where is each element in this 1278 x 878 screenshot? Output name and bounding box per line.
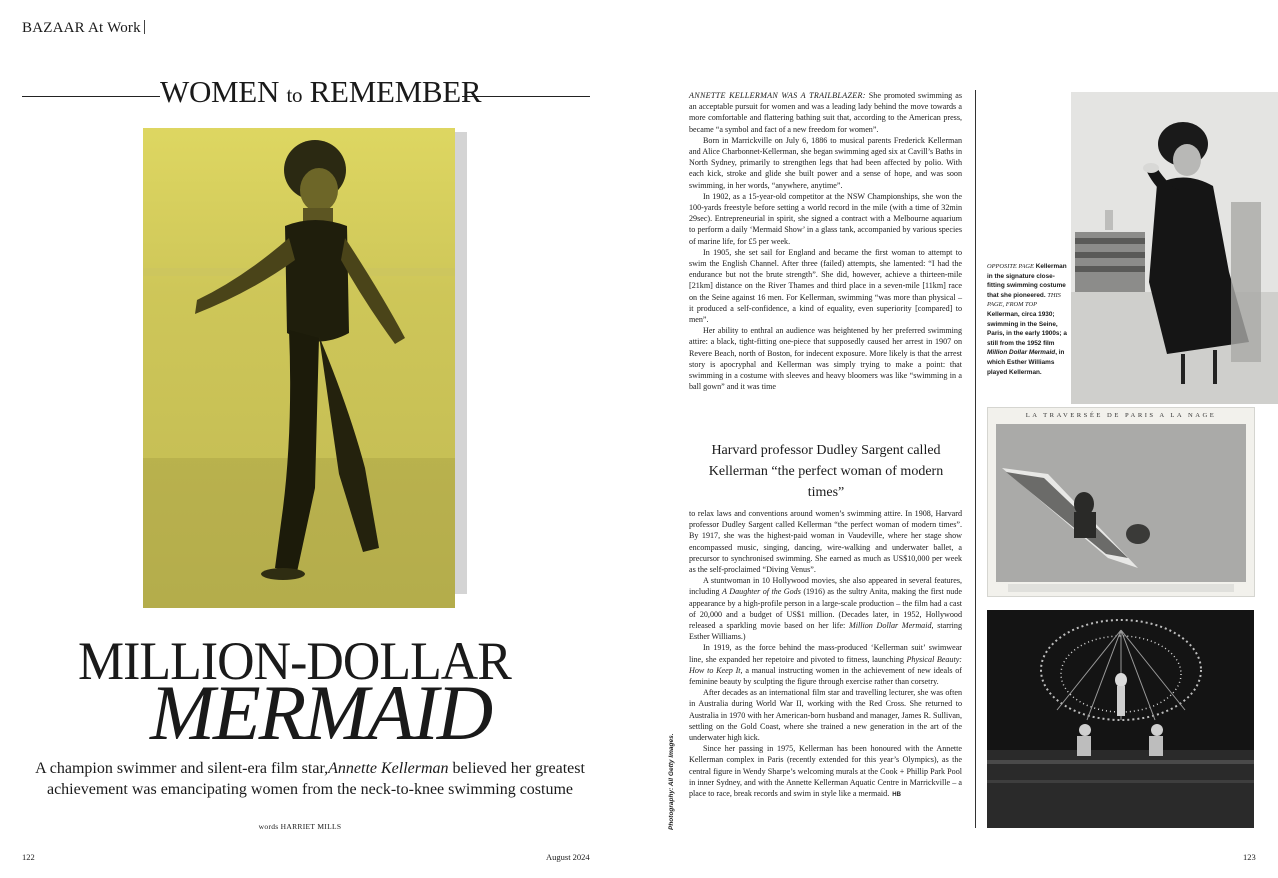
article-column-top: ANNETTE KELLERMAN WAS A TRAILBLAZER: She promoted swimming as an acceptable pursuit for women and was a leading lady behind the move towards a more comfortable and flattering bathing suit that, according to the American press, became “a symbol and fact of a new freedom for women”. Born in Marrickville on July 6, 1886 to musical parents Frederick Kellerman and Alice Charbonnet-Kellerman, she began swimming aged six at Cavill’s Baths in North Sydney, primarily to strengthen legs that had been affected by polio. With each kick, stroke and glide she built power and a sense of hope, and was soon swimming, in her words, “anywhere, anytime”. In 1902, as a 15-year-old competitor at the NSW Championships, she won the 100-yards freestyle before setting a world record in the mile (with a time of 32min 29sec). Entrepreneurial in spirit, she signed a contract with a Melbourne aquarium to perform a daily ‘Mermaid Show’ in a glass tank, accompanied by various species of marine life, for £5 per week. In 1905, she set sail for England and became the first woman to attempt to swim the English Channel. After three (failed) attempts, she lamented: “I had the endurance but not the brute strength”. She did, however, achieve a thirteen-mile [21km] distance on the River Thames and third place in a seven-mile [11km] race on the Seine against 16 men. For Kellerman, swimming “was more than physical – it produced a self-confidence, a kind of equality, even superiority [compared] to men”. Her ability to enthral an audience was heightened by her preferred swimming attire: a black, tight-fitting one-piece that supposedly caused her arrest in 1907 on Revere Beach, north of Boston, for indecent exposure. More likely is that the arrest story is apocryphal and Kellerman was simply trying to make a point: that swimming in a costume with sleeves and heavy bloomers was like “swimming in a ball gown” and it was time [689,91,962,392]
photo-seated-woman [1071,92,1278,404]
article-column-bottom [689,508,962,801]
article-paragraph: After decades as an international film star and travelling lecturer, she was often in Australia during World War II, working with the Red Cross. She returned to Australia in 1970 with her American-born husband and manager, James R. Sullivan, settling on the Gold Coast, where she trained a new generation in the art of the underwater high kick. [689,688,962,743]
headline-line-2: MERMAID [150,669,492,756]
column-rule [975,90,976,828]
author-signoff: HB [892,792,901,799]
page-number-left: 122 [22,852,35,862]
byline: words HARRIET MILLS [258,822,342,831]
article-paragraph: Born in Marrickville on July 6, 1886 to musical parents Frederick Kellerman and Alice Charbonnet-Kellerman, she began swimming aged six at Cavill’s Baths in North Sydney, primarily to strengthen legs that had been affected by polio. With each kick, stroke and glide she built power and a sense of hope, and was soon swimming, in her words, “anywhere, anytime”. [689,135,962,190]
article-paragraph: to relax laws and conventions around women’s swimming attire. In 1908, Harvard professor Dudley Sargent called Kellerman “the perfect woman of modern times”. By 1917, she was the highest-paid woman in Vaudeville, where her stage show encompassed music, singing, dancing, wire-walking and underwater ballet, a precursor to synchronised swimming. She earned as much as US$10,000 per week as the self-proclaimed “Diving Venus”. [689,509,962,575]
photo-credit: Photography: All Getty Images. [668,733,675,830]
pull-quote: Harvard professor Dudley Sargent called Kellerman “the perfect woman of modern times” [708,443,944,500]
article-paragraph: A stuntwoman in 10 Hollywood movies, she also appeared in several features, including A Daughter of the Gods (1916) as the sultry Anita, making the first nude appearance by a high-profile person in a large-scale production – the film had a cast of 20,000 and a budget of US$1 million. (Decades later, in 1952, Hollywood released a sparkling movie based on her life: Million Dollar Mermaid, starring Esther Williams.) [689,576,962,642]
article-paragraph: In 1902, as a 15-year-old competitor at the NSW Championships, she won the 100-yards freestyle before setting a world record in the mile (with a time of 32min 29sec). Entrepreneurial in spirit, she signed a contract with a Melbourne aquarium to perform a daily ‘Mermaid Show’ in a glass tank, accompanied by various species of marine life, for £5 per week. [689,191,962,246]
page-number-right: 123 [1243,852,1256,862]
hero-photo [143,128,455,608]
headline-line-1: MILLION-DOLLAR [78,631,511,691]
article-paragraph: Since her passing in 1975, Kellerman has been honoured with the Annette Kellerman complex in Paris (recently extended for this year’s Olympics), as the central figure in Wendy Sharpe’s welcoming murals at the Cook + Phillip Park Pool in inner Sydney, and with the Annette Kellerman Aquatic Centre in Marrickville – a place to race, break records and swim in style like a mermaid. HB [689,744,962,799]
photo-film-still [987,610,1254,828]
article-lead-in: ANNETTE KELLERMAN WAS A TRAILBLAZER: [689,91,866,100]
masthead: BAZAAR At Work [22,20,145,37]
article-paragraph: In 1919, as the force behind the mass-produced ‘Kellerman suit’ swimwear line, she expanded her repetoire and pivoted to fitness, launching Physical Beauty: How to Keep It, a manual instructing women in the achievement of new ideals of feminine beauty by sculpting the figure through exercise rather than corsetry. [689,643,962,687]
photo-seine-swim [987,407,1255,597]
article-paragraph: In 1905, she set sail for England and became the first woman to attempt to swim the English Channel. After three (failed) attempts, she lamented: “I had the endurance but not the brute strength”. She did, however, achieve a thirteen-mile [21km] distance on the River Thames and third place in a seven-mile [11km] race on the Seine against 16 men. For Kellerman, swimming “was more than physical – it produced a self-confidence, a kind of equality, even superiority [compared] to men”. [689,247,962,325]
article-paragraph: Her ability to enthral an audience was heightened by her preferred swimming attire: a black, tight-fitting one-piece that supposedly caused her arrest in 1907 on Revere Beach, north of Boston, for indecent exposure. More likely is that the arrest story is apocryphal and Kellerman was simply trying to make a point: that swimming in a costume with sleeves and heavy bloomers was like “swimming in a ball gown” and it was time [689,326,962,392]
photo-caption: OPPOSITE PAGE Kellerman in the signature close-fitting swimming costume that she pioneered. THIS PAGE, FROM TOP Kellerman, circa 1930; swimming in the Seine, Paris, in the early 1900s; a still from the 1952 film Million Dollar Mermaid, in which Esther Williams played Kellerman. [987,263,1067,376]
standfirst: A champion swimmer and silent-era film star,Annette Kellerman believed her greatest achievement was emancipating women from the neck-to-knee swimming costume [35,760,585,798]
issue-date: August 2024 [546,852,590,862]
section-rule-left [22,96,160,97]
photo-seine-title: LA TRAVERSÉE DE PARIS A LA NAGE [1025,412,1217,419]
section-title: WOMEN to REMEMBER [160,74,482,109]
